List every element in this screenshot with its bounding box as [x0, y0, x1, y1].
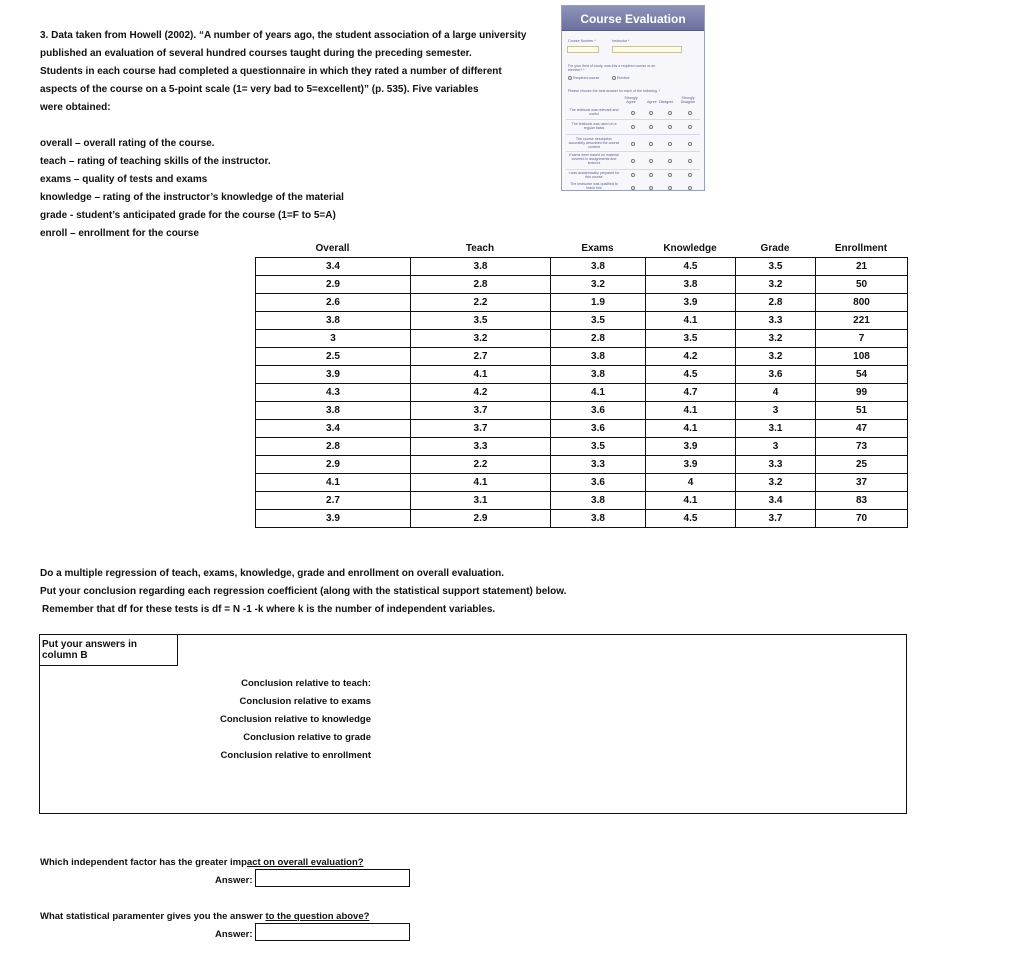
- answer-header: Put your answers in column B: [40, 635, 178, 666]
- form-radio: [668, 142, 672, 146]
- cell-overall: 2.5: [256, 348, 411, 366]
- form-radio: [631, 142, 635, 146]
- form-radio: [649, 111, 653, 115]
- cell-enrollment: 54: [816, 366, 908, 384]
- cell-knowledge: 4: [646, 474, 736, 492]
- table-row: [256, 366, 908, 384]
- cell-knowledge: 4.7: [646, 384, 736, 402]
- cell-enrollment: 99: [816, 384, 908, 402]
- cell-exams: 3.8: [551, 492, 646, 510]
- cell-teach: 4.1: [411, 366, 551, 384]
- col-header-overall: Overall: [315, 243, 350, 254]
- cell-overall: 4.3: [256, 384, 411, 402]
- form-radio: [631, 186, 635, 190]
- answer-label-2: Answer:: [215, 929, 253, 940]
- cell-teach: 3.3: [411, 438, 551, 456]
- form-radio: [668, 125, 672, 129]
- form-item: The textbook was relevant and useful: [569, 108, 619, 116]
- form-radio: [668, 159, 672, 163]
- cell-knowledge: 3.9: [646, 438, 736, 456]
- choose-instruction: Please choose the best answer for each of the following. *: [568, 89, 661, 93]
- table-row: [256, 348, 908, 366]
- cell-exams: 3.8: [551, 258, 646, 276]
- cell-enrollment: 21: [816, 258, 908, 276]
- cell-enrollment: 37: [816, 474, 908, 492]
- cell-grade: 3.6: [736, 366, 816, 384]
- cell-teach: 3.2: [411, 330, 551, 348]
- table-row: [256, 474, 908, 492]
- cell-teach: 3.5: [411, 312, 551, 330]
- cell-overall: 3.9: [256, 366, 411, 384]
- cell-grade: 2.8: [736, 294, 816, 312]
- cell-enrollment: 70: [816, 510, 908, 528]
- form-radio: [668, 173, 672, 177]
- cell-exams: 3.6: [551, 402, 646, 420]
- form-radio: [688, 111, 692, 115]
- cell-overall: 3: [256, 330, 411, 348]
- scale-strongly-disagree: Strongly Disagree: [680, 96, 696, 104]
- form-radio: [649, 142, 653, 146]
- form-radio: [631, 111, 635, 115]
- table-row: [256, 384, 908, 402]
- cell-enrollment: 221: [816, 312, 908, 330]
- cell-enrollment: 83: [816, 492, 908, 510]
- cell-grade: 4: [736, 384, 816, 402]
- cell-teach: 4.1: [411, 474, 551, 492]
- form-radio: [631, 159, 635, 163]
- cell-grade: 3.4: [736, 492, 816, 510]
- field-question-2: elective? *: [568, 68, 585, 72]
- cell-knowledge: 4.5: [646, 510, 736, 528]
- form-radio: [688, 173, 692, 177]
- cell-overall: 3.8: [256, 402, 411, 420]
- variable-def: knowledge – rating of the instructor’s knowledge of the material: [40, 192, 344, 203]
- cell-exams: 4.1: [551, 384, 646, 402]
- conclusion-teach: Conclusion relative to teach:: [241, 678, 371, 689]
- cell-grade: 3.2: [736, 474, 816, 492]
- variable-def: overall – overall rating of the course.: [40, 138, 215, 149]
- intro-line: published an evaluation of several hundred courses taught during the preceding semester.: [40, 48, 472, 59]
- cell-grade: 3.7: [736, 510, 816, 528]
- form-item: The instructor was qualified to teach this: [570, 182, 618, 190]
- table-row: [256, 294, 908, 312]
- variable-def: exams – quality of tests and exams: [40, 174, 208, 185]
- form-radio: [688, 142, 692, 146]
- conclusion-exams: Conclusion relative to exams: [239, 696, 371, 707]
- table-row: [256, 258, 908, 276]
- answer-field-1[interactable]: [255, 869, 410, 887]
- cell-teach: 3.7: [411, 420, 551, 438]
- cell-grade: 3.2: [736, 348, 816, 366]
- elective-label: Elective: [617, 76, 630, 80]
- cell-exams: 3.6: [551, 474, 646, 492]
- cell-knowledge: 3.5: [646, 330, 736, 348]
- question-2: [40, 911, 369, 922]
- cell-overall: 3.8: [256, 312, 411, 330]
- instructor-field: [612, 46, 682, 53]
- form-divider: [566, 151, 700, 152]
- scale-disagree: Disagree: [659, 100, 674, 104]
- form-divider: [566, 134, 700, 135]
- question-2-underlined: to the question above?: [265, 911, 370, 922]
- instruction-line: Put your conclusion regarding each regression coefficient (along with the statistical support statement) below.: [40, 586, 567, 597]
- table-row: [256, 330, 908, 348]
- variable-def: teach – rating of teaching skills of the instructor.: [40, 156, 271, 167]
- cell-exams: 3.8: [551, 366, 646, 384]
- col-header-exams: Exams: [581, 243, 614, 254]
- cell-exams: 3.8: [551, 348, 646, 366]
- form-item: The textbook was used on a regular basis: [571, 122, 617, 130]
- form-radio: [668, 111, 672, 115]
- cell-teach: 2.7: [411, 348, 551, 366]
- scale-strongly-agree: Strongly Agree: [624, 96, 638, 104]
- question-1-underlined: act on overall evaluation?: [246, 857, 364, 868]
- scale-agree: Agree: [647, 100, 657, 104]
- table-header-row: [255, 243, 907, 254]
- cell-teach: 2.2: [411, 294, 551, 312]
- cell-teach: 2.9: [411, 510, 551, 528]
- cell-overall: 3.9: [256, 510, 411, 528]
- answer-label-1: Answer:: [215, 875, 253, 886]
- cell-grade: 3.1: [736, 420, 816, 438]
- cell-enrollment: 25: [816, 456, 908, 474]
- form-radio: [631, 125, 635, 129]
- cell-grade: 3.2: [736, 276, 816, 294]
- form-item: I was academically prepared for this course: [568, 171, 620, 179]
- cell-exams: 3.3: [551, 456, 646, 474]
- col-header-grade: Grade: [760, 243, 790, 254]
- cell-teach: 3.7: [411, 402, 551, 420]
- cell-knowledge: 4.1: [646, 420, 736, 438]
- conclusion-grade: Conclusion relative to grade: [243, 732, 371, 743]
- cell-knowledge: 3.9: [646, 456, 736, 474]
- cell-exams: 3.5: [551, 438, 646, 456]
- cell-knowledge: 3.9: [646, 294, 736, 312]
- intro-line: aspects of the course on a 5-point scale (1= very bad to 5=excellent)” (p. 535). Five variables: [40, 84, 479, 95]
- cell-knowledge: 4.5: [646, 258, 736, 276]
- form-radio: [649, 186, 653, 190]
- col-header-knowledge: Knowledge: [663, 243, 717, 254]
- form-radio: [649, 125, 653, 129]
- table-row: [256, 402, 908, 420]
- table-row: [256, 276, 908, 294]
- course-number-label: Course Number *: [568, 39, 596, 43]
- cell-overall: 2.9: [256, 276, 411, 294]
- cell-teach: 3.8: [411, 258, 551, 276]
- cell-overall: 2.8: [256, 438, 411, 456]
- course-evaluation-form-image: [561, 5, 705, 191]
- question-1: [40, 857, 364, 868]
- cell-teach: 2.8: [411, 276, 551, 294]
- cell-overall: 3.4: [256, 420, 411, 438]
- variable-def: enroll – enrollment for the course: [40, 228, 199, 239]
- cell-enrollment: 47: [816, 420, 908, 438]
- cell-enrollment: 800: [816, 294, 908, 312]
- table-row: [256, 492, 908, 510]
- cell-overall: 3.4: [256, 258, 411, 276]
- form-radio: [649, 159, 653, 163]
- form-radio: [649, 173, 653, 177]
- cell-grade: 3.2: [736, 330, 816, 348]
- col-header-enrollment: Enrollment: [834, 243, 888, 254]
- cell-teach: 2.2: [411, 456, 551, 474]
- cell-enrollment: 7: [816, 330, 908, 348]
- form-divider: [566, 119, 700, 120]
- cell-grade: 3.3: [736, 456, 816, 474]
- question-2-text: What statistical paramenter gives you the answer: [40, 911, 266, 922]
- form-item: Exams were based on material covered in assignments and lectures: [569, 153, 619, 165]
- table-row: [256, 510, 908, 528]
- cell-knowledge: 4.2: [646, 348, 736, 366]
- cell-grade: 3.5: [736, 258, 816, 276]
- col-header-teach: Teach: [465, 243, 495, 254]
- table-row: [256, 438, 908, 456]
- cell-teach: 4.2: [411, 384, 551, 402]
- instructor-label: Instructor *: [612, 39, 630, 43]
- field-question: For your field of study, was this a required course or an: [568, 64, 656, 68]
- course-number-field: [567, 46, 599, 53]
- form-radio: [688, 159, 692, 163]
- intro-line: Students in each course had completed a questionnaire in which they rated a number of different: [40, 66, 502, 77]
- cell-knowledge: 3.8: [646, 276, 736, 294]
- cell-grade: 3: [736, 402, 816, 420]
- cell-knowledge: 4.1: [646, 312, 736, 330]
- form-radio: [688, 186, 692, 190]
- cell-enrollment: 51: [816, 402, 908, 420]
- intro-line: were obtained:: [40, 102, 111, 113]
- question-1-text: Which independent factor has the greater imp: [40, 857, 247, 868]
- elective-radio: [612, 76, 616, 80]
- instruction-line: Do a multiple regression of teach, exams, knowledge, grade and enrollment on overall evaluation.: [40, 568, 505, 579]
- table-row: [256, 420, 908, 438]
- cell-exams: 1.9: [551, 294, 646, 312]
- cell-overall: 2.7: [256, 492, 411, 510]
- data-table: [255, 257, 908, 528]
- cell-knowledge: 4.1: [646, 402, 736, 420]
- form-radio: [668, 186, 672, 190]
- variable-def: grade - student’s anticipated grade for the course (1=F to 5=A): [40, 210, 336, 221]
- cell-exams: 3.5: [551, 312, 646, 330]
- required-label: Required course: [573, 76, 600, 80]
- cell-overall: 4.1: [256, 474, 411, 492]
- form-divider: [566, 169, 700, 170]
- cell-teach: 3.1: [411, 492, 551, 510]
- form-radio: [631, 173, 635, 177]
- form-title: Course Evaluation: [562, 6, 704, 31]
- cell-exams: 3.6: [551, 420, 646, 438]
- cell-overall: 2.9: [256, 456, 411, 474]
- cell-grade: 3: [736, 438, 816, 456]
- cell-knowledge: 4.5: [646, 366, 736, 384]
- form-item: The course description accurately described the course content: [568, 137, 620, 149]
- intro-line: 3. Data taken from Howell (2002). “A number of years ago, the student association of a large university: [40, 30, 527, 41]
- form-radio: [688, 125, 692, 129]
- cell-enrollment: 50: [816, 276, 908, 294]
- conclusion-enrollment: Conclusion relative to enrollment: [220, 750, 371, 761]
- cell-exams: 3.8: [551, 510, 646, 528]
- instruction-line: Remember that df for these tests is df = N -1 -k where k is the number of independent variables.: [42, 604, 496, 615]
- answer-field-2[interactable]: [255, 923, 410, 941]
- table-row: [256, 312, 908, 330]
- cell-exams: 2.8: [551, 330, 646, 348]
- cell-exams: 3.2: [551, 276, 646, 294]
- table-row: [256, 456, 908, 474]
- cell-enrollment: 108: [816, 348, 908, 366]
- cell-overall: 2.6: [256, 294, 411, 312]
- conclusion-knowledge: Conclusion relative to knowledge: [220, 714, 371, 725]
- cell-grade: 3.3: [736, 312, 816, 330]
- cell-knowledge: 4.1: [646, 492, 736, 510]
- answer-box: [39, 634, 907, 814]
- cell-enrollment: 73: [816, 438, 908, 456]
- required-radio: [568, 76, 572, 80]
